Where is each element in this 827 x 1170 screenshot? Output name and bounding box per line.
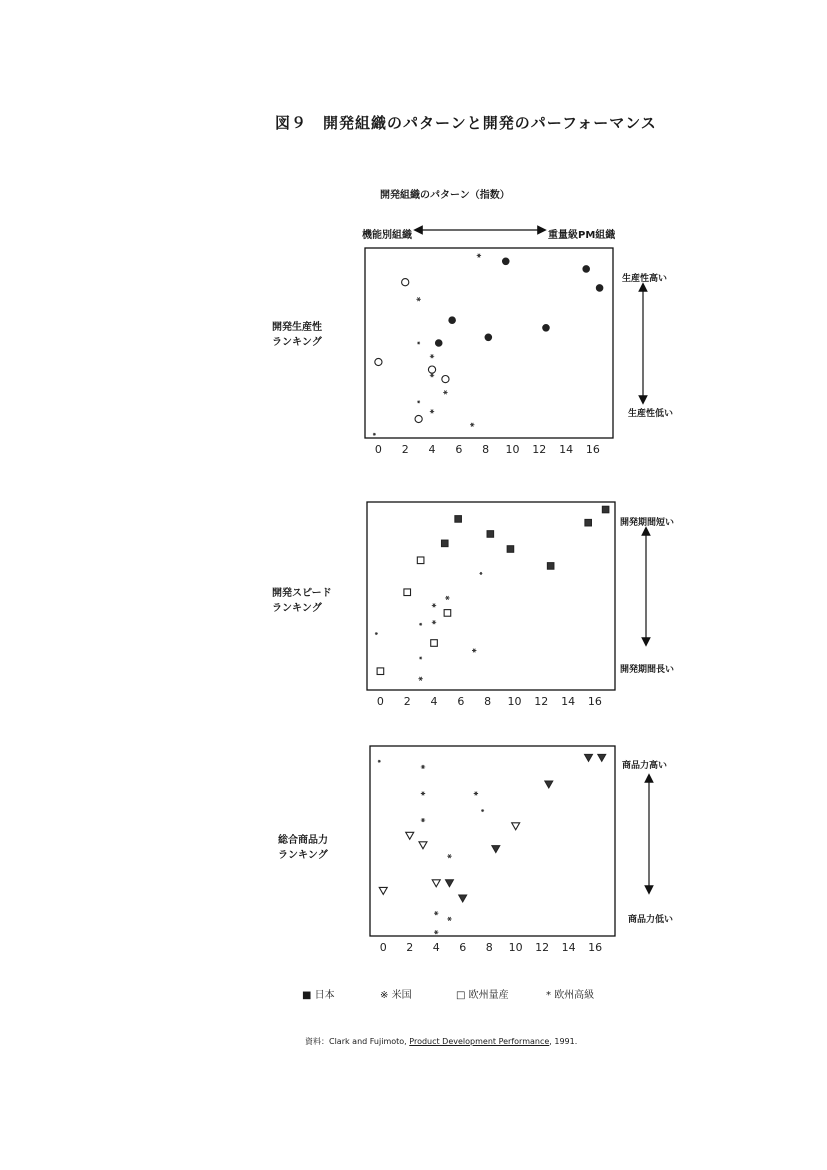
point-europe-high [419,623,422,626]
point-japan [507,546,514,553]
point-us [430,354,434,358]
ylabel-productivity-line2: ランキング [272,337,322,348]
point-us [447,854,451,858]
point-europe-volume [419,842,427,849]
x-tick-label: 8 [482,443,490,456]
point-europe-high [417,342,420,345]
x-tick-label: 14 [559,443,574,456]
x-tick-label: 4 [432,941,440,954]
pattern-header: 開発組織のパターン（指数） [380,190,510,201]
point-europe-volume [404,589,411,596]
point-japan [459,895,467,902]
legend-us-symbol: ※ [380,990,389,1001]
x-tick-label: 4 [430,695,438,708]
x-tick-label: 8 [484,695,492,708]
point-japan [602,506,609,513]
legend-japan-symbol: ■ [302,990,312,1001]
point-us [432,604,436,608]
point-europe-volume [406,832,414,839]
scatter-chart-2 [367,502,615,708]
point-europe-high [481,809,484,812]
x-tick-label: 6 [455,443,463,456]
side-bottom-quality: 商品力低い [628,915,674,925]
legend-europe-high-symbol: * [546,990,551,1001]
point-us [470,423,474,427]
point-japan [585,519,592,526]
legend-japan-label: 日本 [314,990,335,1001]
legend-europe-volume-symbol: □ [456,990,466,1001]
x-tick-label: 16 [587,695,602,708]
point-us [430,410,434,414]
point-us [432,620,436,624]
point-europe-volume [377,668,384,675]
point-japan [455,516,462,523]
point-europe-volume [375,358,382,365]
point-japan [583,266,590,273]
point-europe-volume [415,415,422,422]
point-europe-volume [444,610,451,617]
x-tick-label: 16 [585,443,600,456]
x-tick-label: 12 [535,941,550,954]
point-us [434,930,438,934]
point-japan [543,325,550,332]
scatter-chart-3 [370,746,615,954]
point-us [472,649,476,653]
x-tick-label: 6 [459,941,467,954]
x-tick-label: 10 [507,695,522,708]
point-japan [487,531,494,538]
x-tick-label: 12 [532,443,547,456]
point-japan [598,754,606,761]
x-tick-label: 2 [403,695,411,708]
point-europe-volume [442,376,449,383]
point-europe-high [419,657,422,660]
x-tick-label: 8 [485,941,493,954]
point-japan [449,317,456,324]
legend-us-label: 米国 [391,990,412,1001]
legend-europe-volume-label: 欧州量産 [468,990,509,1001]
figure-title: 図９ 開発組織のパターンと開発のパーフォーマンス [275,114,657,132]
point-us [434,911,438,915]
point-japan [485,334,492,341]
ylabel-quality-line1: 総合商品力 [278,835,328,846]
point-europe-volume [512,823,520,830]
point-europe-volume [428,366,435,373]
side-top-speed: 開発期間短い [620,518,675,528]
x-tick-label: 12 [534,695,549,708]
point-us [445,596,449,600]
source-book: Product Development Performance [409,1037,550,1046]
point-us [416,297,420,301]
x-tick-label: 0 [374,443,382,456]
point-europe-volume [431,640,438,647]
point-europe-high [479,572,482,575]
point-japan [445,880,453,887]
point-europe-high [417,401,420,404]
x-tick-label: 10 [508,941,523,954]
side-top-quality: 商品力高い [622,761,668,771]
point-us [421,818,425,822]
point-europe-high [373,433,376,436]
side-bottom-productivity: 生産性低い [628,409,674,419]
point-us [474,792,478,796]
point-japan [502,258,509,265]
point-europe-volume [402,279,409,286]
point-japan [547,563,554,570]
x-tick-label: 10 [505,443,520,456]
x-tick-label: 6 [457,695,465,708]
point-japan [435,340,442,347]
point-us [447,917,451,921]
x-tick-label: 14 [561,941,576,954]
point-us [418,677,422,681]
ylabel-productivity-line1: 開発生産性 [272,322,322,333]
x-tick-label: 0 [379,941,387,954]
right-end-label: 重量級PM組織 [548,230,616,241]
point-us [430,373,434,377]
point-japan [545,781,553,788]
point-japan [492,846,500,853]
point-europe-volume [432,880,440,887]
point-us [443,391,447,395]
point-europe-high [378,760,381,763]
point-us [421,792,425,796]
plot-frame [365,248,613,438]
source-prefix: 資料：Clark and Fujimoto, [305,1037,410,1046]
legend-europe-high-label: 欧州高級 [554,990,595,1001]
x-tick-label: 0 [376,695,384,708]
x-tick-label: 14 [561,695,576,708]
left-end-label: 機能別組織 [362,230,412,241]
scatter-chart-1 [365,248,613,456]
x-tick-label: 2 [401,443,409,456]
point-europe-volume [417,557,424,564]
x-tick-label: 16 [588,941,603,954]
x-tick-label: 2 [406,941,414,954]
point-japan [441,540,448,547]
side-bottom-speed: 開発期間長い [620,665,675,675]
source-year: , 1991. [549,1037,578,1046]
point-europe-volume [379,887,387,894]
point-japan [585,754,593,761]
point-japan [596,285,603,292]
side-top-productivity: 生産性高い [622,274,668,284]
point-europe-high [375,632,378,635]
ylabel-quality-line2: ランキング [278,850,328,861]
point-us [421,765,425,769]
point-us [477,254,481,258]
ylabel-speed-line1: 開発スピード [272,588,332,599]
x-tick-label: 4 [428,443,436,456]
ylabel-speed-line2: ランキング [272,603,322,614]
plot-frame [370,746,615,936]
